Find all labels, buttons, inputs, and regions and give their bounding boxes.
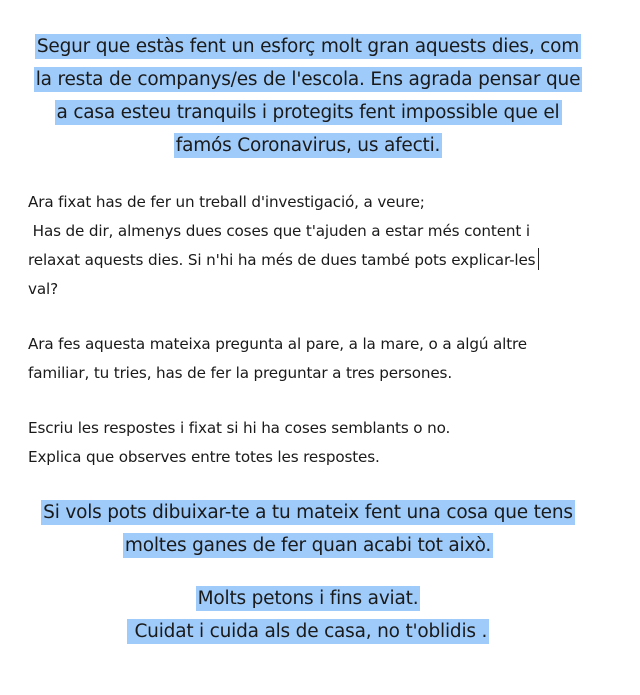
task3-line: Escriu les respostes i fixat si hi ha coses semblants o no. xyxy=(28,419,451,437)
task2-line: Ara fes aquesta mateixa pregunta al pare, a la mare, o a algú altre xyxy=(28,335,528,353)
task1-line: Has de dir, almenys dues coses que t'ajuden a estar més content i xyxy=(28,222,530,240)
text-cursor xyxy=(538,248,539,270)
farewell-paragraph xyxy=(28,582,588,648)
task3-line: Explica que observes entre totes les respostes. xyxy=(28,448,380,466)
task-investigation-paragraph xyxy=(28,188,588,304)
task-answers-paragraph xyxy=(28,414,588,472)
task2-line: familiar, tu tries, has de fer la preguntar a tres persones. xyxy=(28,364,452,382)
intro-line: la resta de companys/es de l'escola. Ens agrada pensar que xyxy=(35,69,581,90)
farewell-line: Molts petons i fins aviat. xyxy=(197,588,419,609)
task-family-question-paragraph xyxy=(28,330,588,388)
document-page xyxy=(28,30,588,648)
intro-line: famós Coronavirus, us afecti. xyxy=(175,135,441,156)
task1-line: Ara fixat has de fer un treball d'investigació, a veure; xyxy=(28,193,425,211)
drawing-line: Si vols pots dibuixar-te a tu mateix fent una cosa que tens xyxy=(43,502,573,523)
drawing-paragraph xyxy=(28,496,588,562)
intro-line: a casa esteu tranquils i protegits fent impossible que el xyxy=(56,102,560,123)
intro-paragraph xyxy=(28,30,588,162)
drawing-line: moltes ganes de fer quan acabi tot això. xyxy=(124,535,492,556)
intro-line: Segur que estàs fent un esforç molt gran aquests dies, com xyxy=(36,36,580,57)
task1-line: val? xyxy=(28,280,58,298)
farewell-line: Cuidat i cuida als de casa, no t'oblidis . xyxy=(128,621,488,642)
task1-line: relaxat aquests dies. Si n'hi ha més de dues també pots explicar-les xyxy=(28,251,536,269)
